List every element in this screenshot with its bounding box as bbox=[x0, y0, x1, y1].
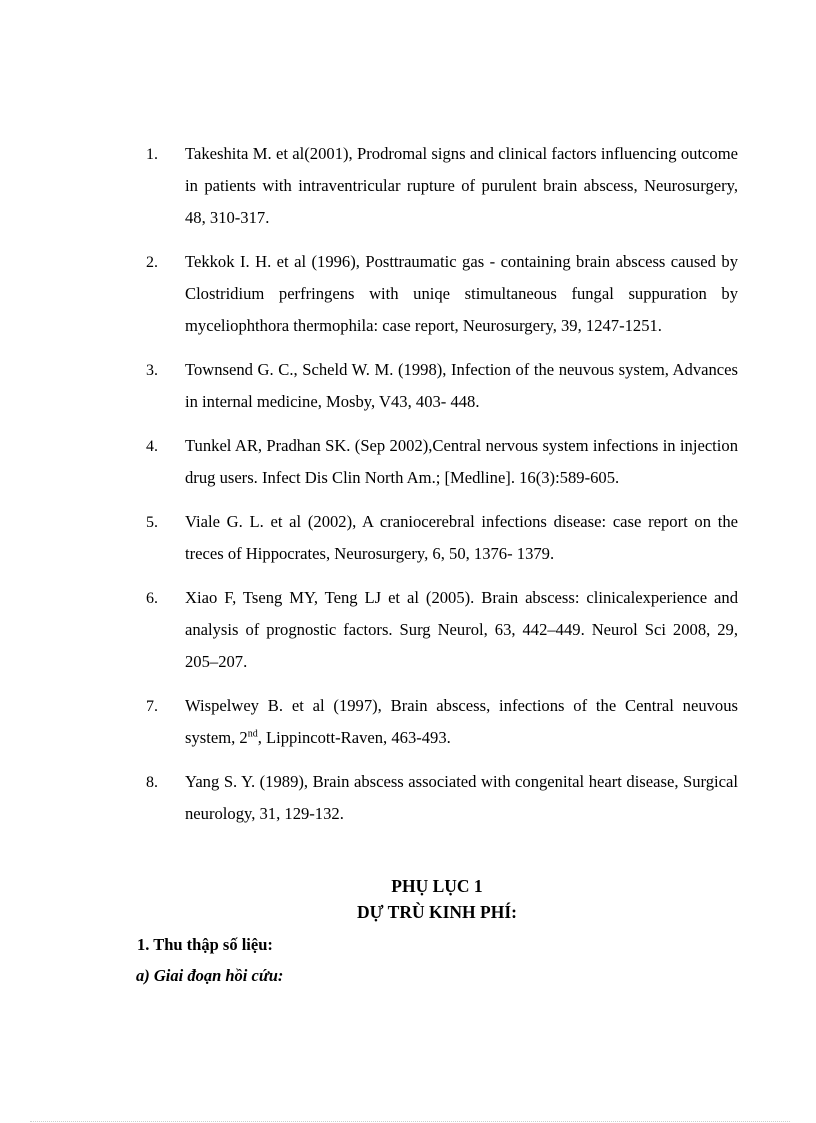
appendix-subtitle: DỰ TRÙ KINH PHÍ: bbox=[357, 902, 517, 922]
reference-text: Xiao F, Tseng MY, Teng LJ et al (2005). Brain abscess: clinicalexperience and analysis of prognostic factors. Surg Neurol, 63, 442–449. Neurol Sci 2008, 29, 205–207. bbox=[185, 588, 738, 671]
reference-item bbox=[0, 766, 816, 830]
reference-number: 7. bbox=[146, 698, 158, 715]
ordinal-superscript: nd bbox=[247, 728, 258, 740]
reference-text: Viale G. L. et al (2002), A craniocerebral infections disease: case report on the treces of Hippocrates, Neurosurgery, 6, 50, 1376- 1379. bbox=[185, 512, 738, 563]
reference-number: 6. bbox=[146, 590, 158, 607]
reference-item bbox=[0, 246, 816, 342]
section-heading: 1. Thu thập số liệu: bbox=[137, 935, 273, 954]
reference-item bbox=[0, 138, 816, 234]
subsection-heading: a) Giai đoạn hồi cứu: bbox=[136, 966, 284, 985]
reference-text bbox=[185, 690, 738, 754]
page-bottom-divider bbox=[30, 1121, 790, 1122]
reference-text-part: , Lippincott-Raven, 463-493. bbox=[257, 728, 451, 747]
reference-number: 4. bbox=[146, 438, 158, 455]
reference-text: Townsend G. C., Scheld W. M. (1998), Infection of the neuvous system, Advances in internal medicine, Mosby, V43, 403- 448. bbox=[185, 360, 738, 411]
reference-number: 5. bbox=[146, 514, 158, 531]
reference-number: 1. bbox=[146, 146, 158, 163]
reference-number: 8. bbox=[146, 774, 158, 791]
reference-number: 2. bbox=[146, 254, 158, 271]
reference-text: Takeshita M. et al(2001), Prodromal signs and clinical factors influencing outcome in patients with intraventricular rupture of purulent brain abscess, Neurosurgery, 48, 310-317. bbox=[185, 144, 738, 227]
appendix-title: PHỤ LỤC 1 bbox=[391, 876, 483, 896]
reference-item bbox=[0, 354, 816, 418]
reference-item bbox=[0, 582, 816, 678]
reference-text: Yang S. Y. (1989), Brain abscess associated with congenital heart disease, Surgical neurology, 31, 129-132. bbox=[185, 772, 738, 823]
reference-text: Tekkok I. H. et al (1996), Posttraumatic gas - containing brain abscess caused by Clostridium perfringens with uniqe stimultaneous fungal suppuration by myceliophthora thermophila: case report, Neurosurgery, 39, 1247-1251. bbox=[185, 252, 738, 335]
reference-number: 3. bbox=[146, 362, 158, 379]
reference-text: Tunkel AR, Pradhan SK. (Sep 2002),Central nervous system infections in injection drug users. Infect Dis Clin North Am.; [Medline]. 16(3):589-605. bbox=[185, 436, 738, 487]
reference-text-part: Wispelwey B. et al (1997), Brain abscess, infections of the Central neuvous system, 2 bbox=[185, 696, 738, 747]
reference-item bbox=[0, 430, 816, 494]
reference-item bbox=[0, 690, 816, 754]
reference-item bbox=[0, 506, 816, 570]
reference-list bbox=[0, 138, 816, 842]
